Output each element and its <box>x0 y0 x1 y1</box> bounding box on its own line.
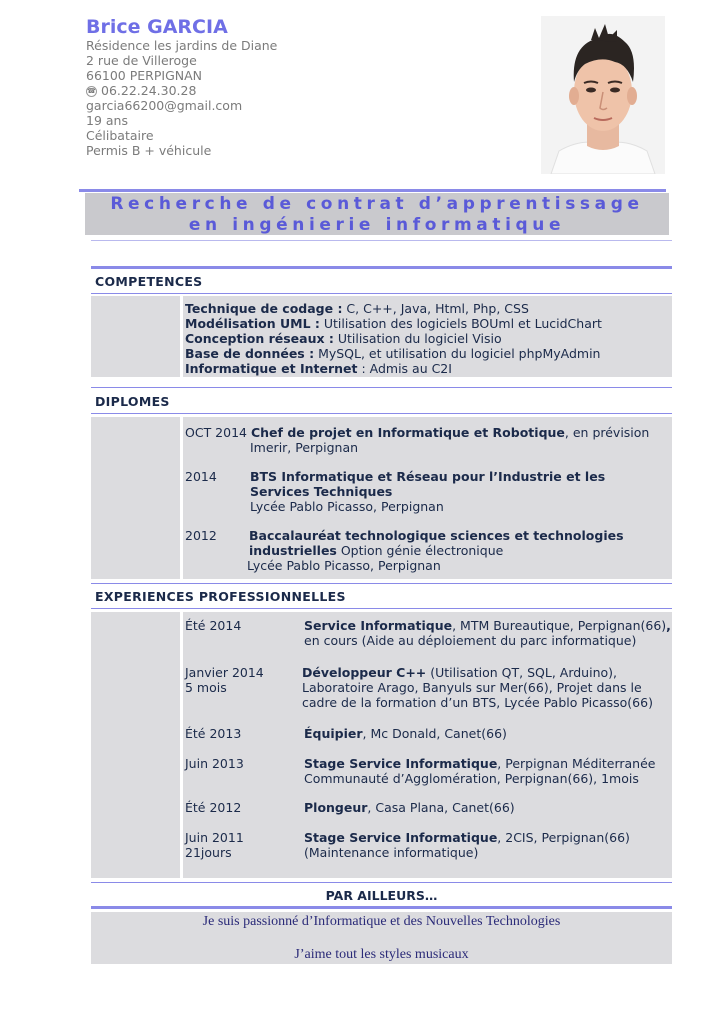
experience-title-row <box>302 665 617 680</box>
diploma-date: 2012 <box>185 528 217 543</box>
experience-detail-line: en cours (Aide au déploiement du parc informatique) <box>304 633 637 648</box>
title-top-rule <box>79 189 666 192</box>
diploma-title-cont: Services Techniques <box>250 484 393 499</box>
experience-date: Juin 2011 <box>185 830 244 845</box>
experience-detail-line: (Maintenance informatique) <box>304 845 479 860</box>
diploma-school: Lycée Pablo Picasso, Perpignan <box>247 558 441 573</box>
experience-detail: , Casa Plana, Canet(66) <box>367 800 515 815</box>
skill-row <box>185 361 452 376</box>
skill-label: Conception réseaux : <box>185 331 334 346</box>
portrait-photo <box>541 16 665 174</box>
experiences-left-panel <box>91 612 180 878</box>
diplomes-top-rule <box>91 387 672 388</box>
portrait-illustration <box>541 16 665 174</box>
competences-head-rule <box>91 293 672 294</box>
experience-detail-line: cadre de la formation d’un BTS, Lycée Pablo Picasso(66) <box>302 695 653 710</box>
skill-row <box>185 301 529 316</box>
experience-date: Été 2014 <box>185 618 242 633</box>
phone-row <box>86 83 196 98</box>
skill-label: Informatique et Internet <box>185 361 358 376</box>
experience-date: Été 2012 <box>185 800 242 815</box>
experience-title-row <box>304 800 515 815</box>
phone-icon: ☎ <box>87 87 96 95</box>
experience-title: Stage Service Informatique <box>304 830 498 845</box>
experiences-heading: EXPERIENCES PROFESSIONNELLES <box>95 589 346 604</box>
experience-detail: (Utilisation QT, SQL, Arduino), <box>426 665 618 680</box>
experience-date: Été 2013 <box>185 726 242 741</box>
diploma-title: BTS Informatique et Réseau pour l’Industrie et les <box>250 469 606 484</box>
email: garcia66200@gmail.com <box>86 98 243 113</box>
experience-title-row <box>304 618 671 633</box>
experience-date: Janvier 2014 <box>185 665 264 680</box>
skill-text: MySQL, et utilisation du logiciel phpMyAdmin <box>314 346 601 361</box>
ailleurs-line-2: J’aime tout les styles musicaux <box>294 947 469 962</box>
experience-duration: 5 mois <box>185 680 227 695</box>
skill-text: : Admis au C2I <box>357 361 452 376</box>
ailleurs-head-rule <box>91 906 672 909</box>
experience-detail: , Mc Donald, Canet(66) <box>362 726 507 741</box>
competences-heading: COMPETENCES <box>95 274 203 289</box>
title-line-2: en ingénierie informatique <box>188 215 566 235</box>
ailleurs-top-rule <box>91 882 672 883</box>
phone-number: 06.22.24.30.28 <box>101 83 197 98</box>
competences-top-rule <box>91 266 672 269</box>
experience-title: Équipier <box>304 726 363 741</box>
experience-title: Service Informatique <box>304 618 453 633</box>
experience-detail-line: Communauté d’Agglomération, Perpignan(66), 1mois <box>304 771 639 786</box>
address-line-1: Résidence les jardins de Diane <box>86 38 278 53</box>
diploma-date: 2014 <box>185 469 217 484</box>
diplomes-heading: DIPLOMES <box>95 394 170 409</box>
competences-left-panel <box>91 296 180 377</box>
diploma-suffix: Option génie électronique <box>336 543 504 558</box>
title-line-1: Recherche de contrat d’apprentissage <box>110 194 644 214</box>
experience-title-row <box>304 830 630 845</box>
skill-text: C, C++, Java, Html, Php, CSS <box>342 301 529 316</box>
diploma-title-bold: industrielles <box>249 543 337 558</box>
diploma-title: Chef de projet en Informatique et Robotique <box>250 425 565 440</box>
experience-title: Développeur C++ <box>302 665 427 680</box>
marital-status: Célibataire <box>86 128 154 143</box>
experience-detail: , 2CIS, Perpignan(66) <box>497 830 630 845</box>
diplomes-left-panel <box>91 417 180 579</box>
address-line-2: 2 rue de Villeroge <box>86 53 197 68</box>
experiences-top-rule <box>91 583 672 584</box>
ailleurs-line-1: Je suis passionné d’Informatique et des Nouvelles Technologies <box>202 914 561 929</box>
experience-title-row <box>304 726 507 741</box>
experience-detail: , Perpignan Méditerranée <box>497 756 656 771</box>
experience-detail-line: Laboratoire Arago, Banyuls sur Mer(66), Projet dans le <box>302 680 642 695</box>
experience-title-row <box>304 756 655 771</box>
skill-row <box>185 316 602 331</box>
diploma-title-cont <box>249 543 503 558</box>
experience-detail-end: , <box>666 618 671 633</box>
skill-row <box>185 346 600 361</box>
skill-label: Modélisation UML : <box>185 316 320 331</box>
experience-date: Juin 2013 <box>185 756 244 771</box>
diploma-title: Baccalauréat technologique sciences et technologies <box>249 528 624 543</box>
diplomes-head-rule <box>91 413 672 414</box>
diploma-date: OCT 2014 <box>185 425 247 440</box>
skill-text: Utilisation du logiciel Visio <box>333 331 502 346</box>
diploma-school: Imerir, Perpignan <box>250 440 359 455</box>
skill-text: Utilisation des logiciels BOUml et LucidChart <box>319 316 602 331</box>
experience-duration: 21jours <box>185 845 232 860</box>
ailleurs-heading: PAR AILLEURS… <box>325 888 438 903</box>
skill-label: Technique de codage : <box>185 301 343 316</box>
diploma-school: Lycée Pablo Picasso, Perpignan <box>250 499 444 514</box>
experience-title: Stage Service Informatique <box>304 756 498 771</box>
skill-row <box>185 331 502 346</box>
experience-title: Plongeur <box>304 800 368 815</box>
experiences-head-rule <box>91 608 672 609</box>
diploma-row <box>185 425 649 440</box>
driving-license: Permis B + véhicule <box>86 143 212 158</box>
skill-label: Base de données : <box>185 346 315 361</box>
diploma-suffix: , en prévision <box>564 425 650 440</box>
title-bottom-rule <box>91 240 672 241</box>
experience-detail: , MTM Bureautique, Perpignan(66) <box>452 618 667 633</box>
age: 19 ans <box>86 113 128 128</box>
address-line-3: 66100 PERPIGNAN <box>86 68 203 83</box>
candidate-name: Brice GARCIA <box>86 16 228 38</box>
